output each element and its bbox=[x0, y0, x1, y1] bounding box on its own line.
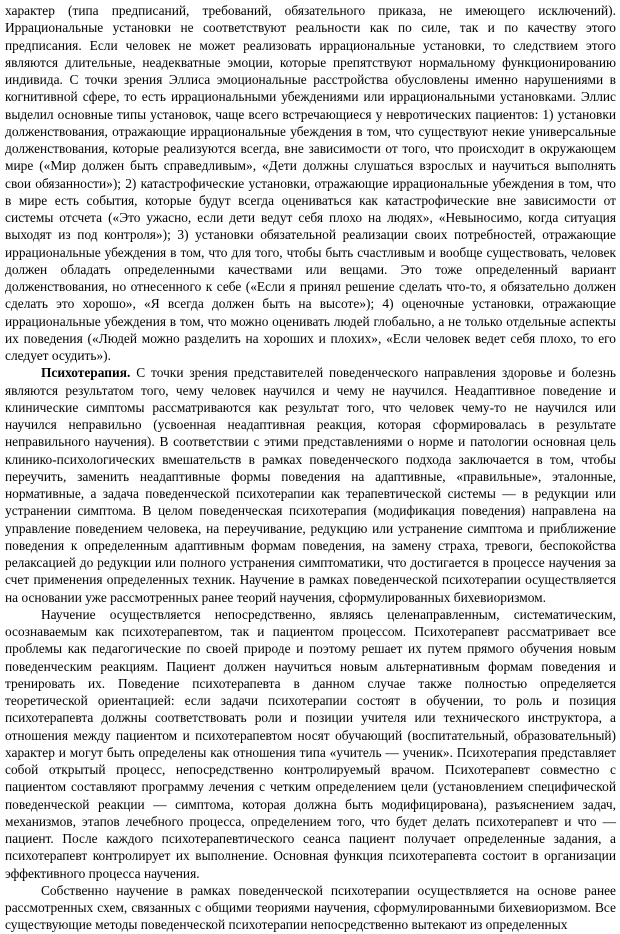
paragraph-behavioral-methods bbox=[5, 882, 616, 934]
paragraph-learning-process bbox=[5, 606, 616, 882]
paragraph-psychotherapy bbox=[5, 364, 616, 606]
paragraph-text: С точки зрения представителей поведенческого направления здоровье и болезнь являются результатом того, чему человек научился и чему не научился. Неадаптивное поведение и клинические симптомы рассматриваются как результат того, что человек чему-то не научился или научился неправильно (усвоенная неадаптивная реакция, которая сформировалась в результате неправильного научения). В соответствии с этими представлениями о норме и патологии основная цель клинико-психологических вмешательств в рамках поведенческого подхода заключается в том, чтобы переучить, заменить неадаптивные формы поведения на адаптивные, «правильные», эталонные, нормативные, а задача поведенческой психотерапии как терапевтической системы — в редукции или устранении симптома. В целом поведенческая психотерапия (модификация поведения) направлена на управление поведением человека, на переучивание, редукцию или устранение симптома и приближение поведения к определенным адаптивным формам поведения, на замену страха, тревоги, беспокойства релаксацией до редукции или полного устранения симптоматики, что достигается в процессе научения за счет применения определенных техник. Научение в рамках поведенческой психотерапии осуществляется на основании уже рассмотренных ранее теорий научения, сформулированных бихевиоризмом. bbox=[5, 365, 616, 605]
section-lead-heading: Психотерапия. bbox=[41, 365, 131, 381]
paragraph-irrational-beliefs bbox=[5, 2, 616, 364]
paragraph-text: характер (типа предписаний, требований, обязательного приказа, не имеющего исключений). Иррациональные установки не соответствуют реальности как по силе, так и по качеству этого предписания. Если человек не может реализовать иррациональные установки, то следствием этого являются длительные, неадекватные эмоции, которые препятствуют нормальному функционированию индивида. С точки зрения Эллиса эмоциональные расстройства обусловлены именно нарушениями в когнитивной сфере, то есть иррациональными убеждениями или иррациональными установками. Эллис выделил основные типы установок, чаще всего встречающиеся у невротических пациентов: 1) установки долженствования, отражающие иррациональные убеждения в том, что существуют некие универсальные долженствования, которые реализуются всегда, вне зависимости от того, что происходит в окружающем мире («Мир должен быть справедливым», «Дети должны слушаться взрослых и научиться выполнять свои обязанности»); 2) катастрофические установки, отражающие иррациональные убеждения в том, что в мире есть события, которые будут всегда оцениваться как катастрофические вне зависимости от системы отсчета («Это ужасно, если дети ведут себя плохо на людях», «Невыносимо, когда ситуация выходят из под контроля»); 3) установки обязательной реализации своих потребностей, отражающие иррациональные убеждения в том, что для того, чтобы быть счастливым и вообще существовать, человек должен обладать определенными качествами или вещами. Это тоже определенный вариант долженствования, но отнесенного к себе («Если я принял решение сделать что-то, я обязательно должен сделать это хорошо», «Я всегда должен быть на высоте»); 4) оценочные установки, отражающие иррациональные убеждения в том, что можно оценивать людей глобально, а не только отдельные аспекты их поведения («Людей можно разделить на хороших и плохих», «Если человек ведет себя плохо, то его следует осудить»). bbox=[5, 3, 616, 363]
paragraph-text: Собственно научение в рамках поведенческой психотерапии осуществляется на основе ранее рассмотренных схем, связанных с общими теориями научения, сформулированными бихевиоризмом. Все существующие методы поведенческой психотерапии непосредственно вытекают из определенных bbox=[5, 882, 616, 933]
paragraph-text: Научение осуществляется непосредственно, являясь целенаправленным, систематическим, осознаваемым как психотерапевтом, так и пациентом процессом. Психотерапевт рассматривает все проблемы как педагогические по своей природе и поэтому решает их путем прямого обучения новым поведенческим реакциям. Пациент должен научиться новым альтернативным формам поведения и тренировать их. Поведение психотерапевта в данном случае также полностью определяется теоретической ориентацией: если задачи психотерапии состоят в обучении, то роль и позиция психотерапевта должны соответствовать роли и позиции учителя или технического инструктора, а отношения между пациентом и психотерапевтом носят обучающий (воспитательный, образовательный) характер и могут быть определены как отношения типа «учитель — ученик». Психотерапия представляет собой открытый процесс, непосредственно контролируемый врачом. Психотерапевт совместно с пациентом составляют программу лечения с четким определением цели (установлением специфической поведенческой реакции — симптома, которая должна быть модифицирована), разъяснением задач, механизмов, этапов лечебного процесса, определением того, что будет делать психотерапевт и что — пациент. После каждого психотерапевтического сеанса пациент получает определенные задания, а психотерапевт контролирует их выполнение. Основная функция психотерапевта состоит в организации эффективного процесса научения. bbox=[5, 606, 616, 881]
